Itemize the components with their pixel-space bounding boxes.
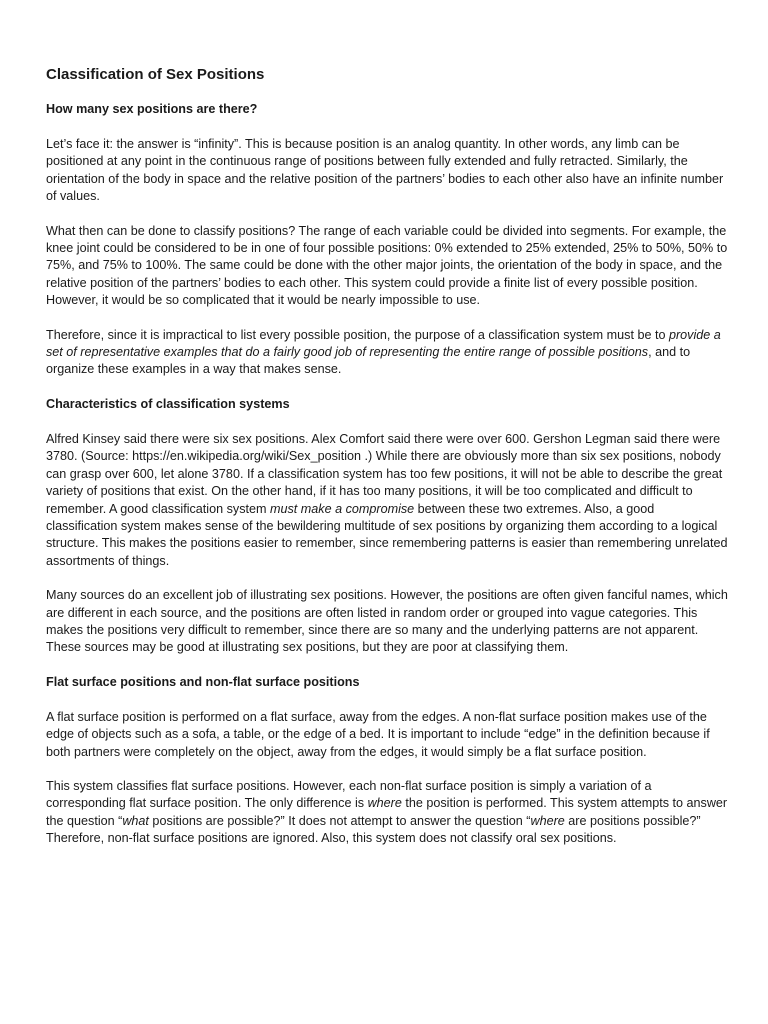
document-title: Classification of Sex Positions	[46, 66, 265, 83]
document-body	[46, 101, 728, 848]
text-run: Let’s face it: the answer is “infinity”. This is because position is an analog quantity. In other words, any limb can be positioned at any point in the continuous range of positions between fully extended and fully retracted. Similarly, the orientation of the body in space and the relative position of the partners’ bodies to each other also have an infinite number of values.	[46, 137, 724, 204]
text-run: Therefore, since it is impractical to list every possible position, the purpose of a classification system must be to	[46, 327, 669, 342]
text-run: What then can be done to classify positions? The range of each variable could be divided into segments. For example, the knee joint could be considered to be in one of four possible positions: 0% extended to 25% extended, 25% to 50%, 50% to 75%, and 75% to 100%. The same could be done with the other major joints, the orientation of the body in space, and the relative position of the partners’ bodies to each other. This system could provide a finite list of every possible position. However, it would be so complicated that it would be nearly impossible to use.	[46, 223, 728, 308]
text-run: are positions possible?” Therefore, non-flat surface positions are ignored. Also, this system does not classify oral sex positions.	[46, 813, 701, 846]
section-heading: How many sex positions are there?	[46, 102, 258, 116]
text-run: A flat surface position is performed on a flat surface, away from the edges. A non-flat surface position makes use of the edge of objects such as a sofa, a table, or the edge of a bed. It is important to include “edge” in the definition because if both partners were completely on the object, away from the edges, it would simply be a flat surface position.	[46, 709, 710, 759]
text-run: Alfred Kinsey said there were six sex positions. Alex Comfort said there were over 600. Gershon Legman said there were 3780. (Source: https://en.wikipedia.org/wiki/Sex_position .) While there are obviously more than six sex positions, nobody can grasp over 600, let alone 3780. If a classification system has too few positions, it will not be able to describe the great variety of positions that exist. On the other hand, if it has too many positions, it will be too complicated and difficult to remember. A good classification system	[46, 431, 723, 516]
text-run: This system classifies flat surface positions. However, each non-flat surface position is simply a variation of a corresponding flat surface position. The only difference is	[46, 778, 652, 811]
paragraph	[46, 587, 728, 657]
emphasized-text: where	[530, 813, 565, 828]
emphasized-text: where	[367, 796, 402, 811]
text-run: positions are possible?” It does not attempt to answer the question “	[148, 813, 531, 828]
text-run: Many sources do an excellent job of illustrating sex positions. However, the positions are often given fanciful names, which are different in each source, and the positions are often listed in random order or grouped into vague categories. This makes the positions very difficult to remember, since there are so many and the underlying patterns are not apparent. These sources may be good at illustrating sex positions, but they are poor at classifying them.	[46, 588, 728, 655]
paragraph	[46, 431, 728, 570]
text-run: the position is performed. This system attempts to answer the question “	[46, 796, 728, 828]
text-run: between these two extremes. Also, a good classification system makes sense of the bewildering multitude of sex positions by organizing them according to a logical structure. This makes the positions easier to remember, since remembering patterns is easier than remembering unrelated assortments of things.	[46, 501, 728, 568]
emphasized-text: provide a set of representative examples that do a fairly good job of representing the entire range of possible positions	[46, 327, 721, 360]
text-run: , and to organize these examples in a way that makes sense.	[46, 345, 691, 377]
paragraph	[46, 778, 728, 848]
paragraph	[46, 223, 728, 310]
section-heading: Characteristics of classification systems	[46, 396, 290, 411]
emphasized-text: what	[122, 813, 149, 828]
paragraph	[46, 709, 728, 761]
emphasized-text: must make a compromise	[270, 501, 415, 516]
paragraph	[46, 136, 728, 206]
paragraph	[46, 327, 728, 379]
section-heading: Flat surface positions and non-flat surface positions	[46, 674, 360, 689]
